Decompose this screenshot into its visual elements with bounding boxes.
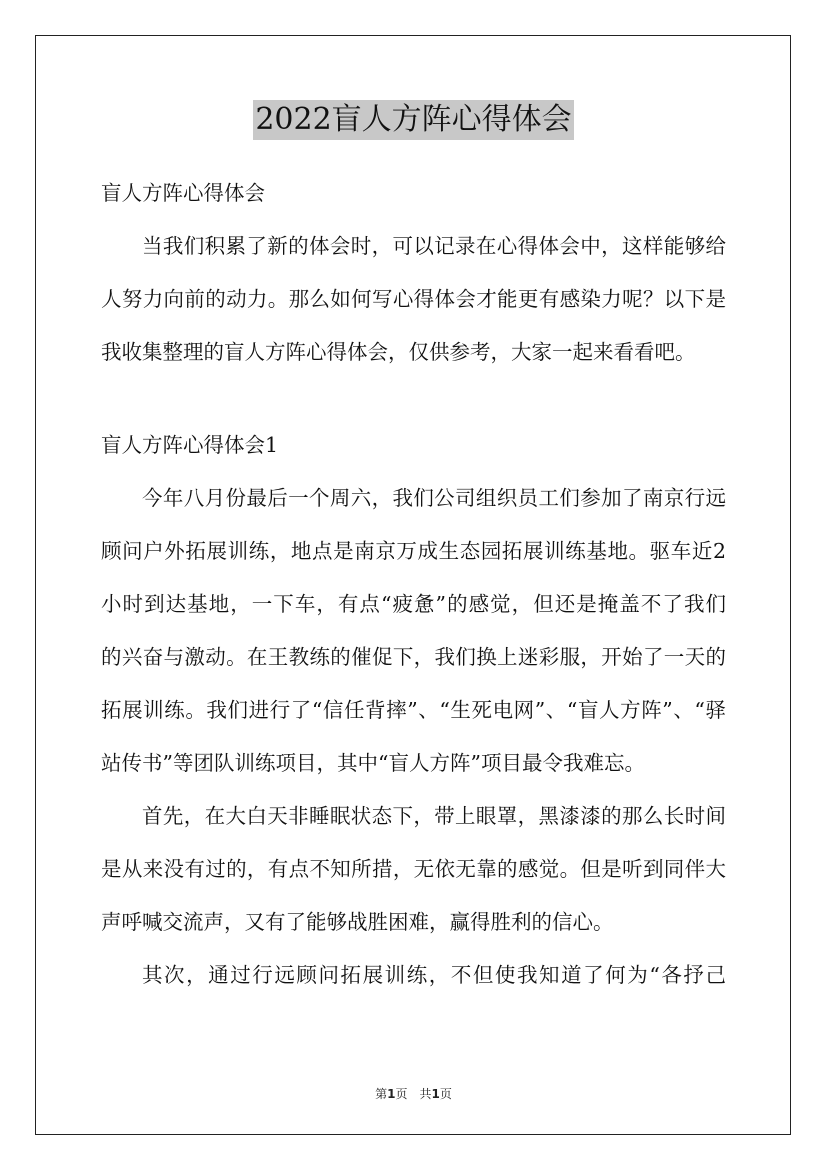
paragraph-line: 的兴奋与激动。在王教练的催促下，我们换上迷彩服，开始了一天的 bbox=[101, 645, 726, 669]
document-body bbox=[101, 174, 726, 994]
footer-page-number: 1 bbox=[387, 1087, 396, 1101]
paragraph-line: 小时到达基地，一下车，有点“疲惫”的感觉，但还是掩盖不了我们 bbox=[101, 592, 726, 616]
paragraph-1 bbox=[101, 479, 726, 782]
intro-paragraph bbox=[101, 227, 726, 371]
paragraph-line: 其次，通过行远顾问拓展训练，不但使我知道了何为“各抒己 bbox=[142, 963, 726, 987]
paragraph-line: 今年八月份最后一个周六，我们公司组织员工们参加了南京行远 bbox=[142, 486, 726, 510]
paragraph-2 bbox=[101, 797, 726, 941]
footer-page-mid: 页 共 bbox=[395, 1087, 432, 1101]
intro-line: 我收集整理的盲人方阵心得体会，仅供参考，大家一起来看看吧。 bbox=[101, 340, 696, 364]
paragraph-line: 是从来没有过的，有点不知所措，无依无靠的感觉。但是听到同伴大 bbox=[101, 857, 726, 881]
paragraph-3 bbox=[101, 956, 726, 994]
paragraph-line: 首先，在大白天非睡眠状态下，带上眼罩，黑漆漆的那么长时间 bbox=[142, 804, 726, 828]
document-title: 2022盲人方阵心得体会 bbox=[253, 100, 573, 140]
paragraph-line: 站传书”等团队训练项目，其中“盲人方阵”项目最令我难忘。 bbox=[101, 751, 645, 775]
footer-page-prefix: 第 bbox=[375, 1087, 388, 1101]
footer-page-total: 1 bbox=[431, 1087, 440, 1101]
subtitle: 盲人方阵心得体会 bbox=[101, 181, 265, 205]
paragraph-line: 顾问户外拓展训练，地点是南京万成生态园拓展训练基地。驱车近2 bbox=[101, 539, 726, 563]
paragraph-line: 声呼喊交流声，又有了能够战胜困难，赢得胜利的信心。 bbox=[101, 910, 614, 934]
footer-page-suffix: 页 bbox=[439, 1087, 452, 1101]
page-footer bbox=[0, 1085, 827, 1102]
intro-line: 人努力向前的动力。那么如何写心得体会才能更有感染力呢？以下是 bbox=[101, 287, 726, 311]
paragraph-line: 拓展训练。我们进行了“信任背摔”、“生死电网”、“盲人方阵”、“驿 bbox=[101, 698, 726, 722]
title-container bbox=[0, 100, 827, 140]
section-heading: 盲人方阵心得体会1 bbox=[101, 433, 279, 457]
intro-line: 当我们积累了新的体会时，可以记录在心得体会中，这样能够给 bbox=[142, 234, 726, 258]
